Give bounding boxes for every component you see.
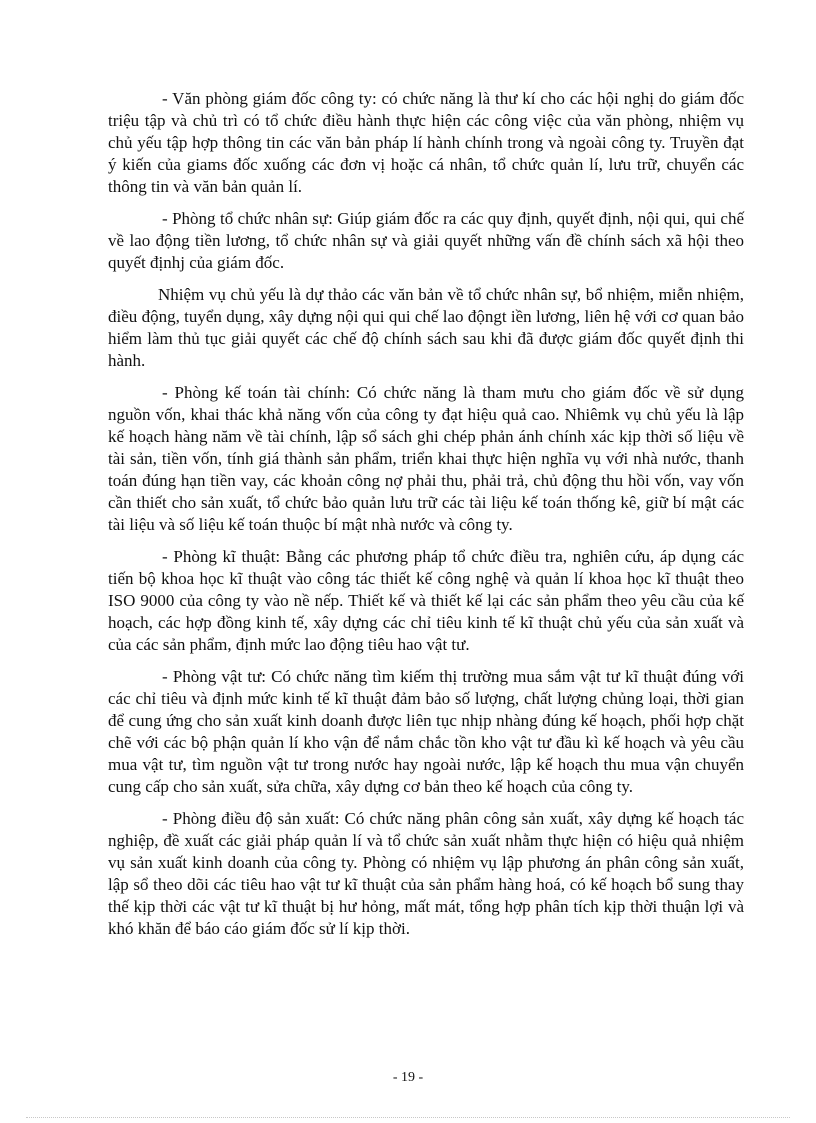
paragraph-nhiem-vu-nhan-su: Nhiệm vụ chủ yếu là dự thảo các văn bản về tổ chức nhân sự, bổ nhiệm, miễn nhiệm, điều động, tuyển dụng, xây dựng nội qui qui chế lao độngt iền lương, liên hệ với cơ quan bảo hiểm làm thủ tục giải quyết các chế độ chính sách sau khi đã được giám đốc quyết định thi hành. (108, 285, 744, 370)
page-number: - 19 - (392, 1070, 424, 1085)
paragraph-phong-ke-toan-tai-chinh: - Phòng kế toán tài chính: Có chức năng là tham mưu cho giám đốc về sử dụng nguồn vốn, khai thác khả năng vốn của công ty đạt hiệu quả cao. Nhiêmk vụ chủ yếu là lập kế hoạch hàng năm về tài chính, lập sổ sách ghi chép phản ánh chính xác kịp thời số liệu về tài sản, tiền vốn, tính giá thành sản phẩm, triển khai thực hiện nghĩa vụ với nhà nước, thanh toán đúng hạn tiền vay, các khoản công nợ phải thu, phải trả, chủ động thu hồi vốn, vay vốn cần thiết cho sản xuất, tổ chức bảo quản lưu trữ các tài liệu kế toán thống kê, giữ bí mật các tài liệu và số liệu kế toán thuộc bí mật nhà nước và công ty. (108, 383, 744, 534)
paragraph-phong-vat-tu: - Phòng vật tư: Có chức năng tìm kiếm thị trường mua sắm vật tư kĩ thuật đúng với các chỉ tiêu và định mức kinh tế kĩ thuật đảm bảo số lượng, chất lượng chủng loại, thời gian để cung ứng cho sản xuất kinh doanh được liên tục nhịp nhàng đúng kế hoạch, phối hợp chặt chẽ với các bộ phận quản lí kho vận để nắm chắc tồn kho vật tư đầu kì kế hoạch và yêu cầu mua vật tư, tìm nguồn vật tư trong nước hay ngoài nước, lập kế hoạch thu mua vận chuyển cung cấp cho sản xuất, sửa chữa, xây dựng cơ bản theo kế hoạch của công ty. (108, 667, 744, 796)
page-body (108, 88, 744, 950)
paragraph-van-phong-giam-doc: - Văn phòng giám đốc công ty: có chức năng là thư kí cho các hội nghị do giám đốc triệu tập và chủ trì có tổ chức điều hành thực hiện các công việc của văn phòng, nhiệm vụ chủ yếu tập hợp thông tin các văn bản pháp lí hành chính trong và ngoài công ty. Truyền đạt ý kiến của giams đốc xuống các đơn vị hoặc cá nhân, tổ chức quản lí, lưu trữ, chuyển các thông tin và văn bản quản lí. (108, 89, 744, 196)
paragraph-phong-dieu-do-san-xuat: - Phòng điều độ sản xuất: Có chức năng phân công sản xuất, xây dựng kế hoạch tác nghiệp, đề xuất các giải pháp quản lí và tổ chức sản xuất nhằm thực hiện có hiệu quả nhiệm vụ sản xuất kinh doanh của công ty. Phòng có nhiệm vụ lập phương án phân công sản xuất, lập sổ theo dõi các tiêu hao vật tư kĩ thuật của sản phẩm hàng hoá, có kế hoạch bổ sung thay thế kịp thời các vật tư kĩ thuật bị hư hỏng, mất mát, tổng hợp phân tích kịp thời thuận lợi và khó khăn để báo cáo giám đốc sử lí kịp thời. (108, 809, 744, 938)
paragraph-phong-to-chuc-nhan-su: - Phòng tổ chức nhân sự: Giúp giám đốc ra các quy định, quyết định, nội qui, qui chế về lao động tiền lương, tổ chức nhân sự và giải quyết những vấn đề chính sách xã hội theo quyết địnhj của giám đốc. (108, 209, 744, 272)
footer-dotted-rule (26, 1117, 790, 1118)
paragraph-phong-ki-thuat: - Phòng kĩ thuật: Bằng các phương pháp tổ chức điều tra, nghiên cứu, áp dụng các tiến bộ khoa học kĩ thuật vào công tác thiết kế công nghệ và quản lí khoa học kĩ thuật theo ISO 9000 của công ty vào nề nếp. Thiết kế và thiết kế lại các sản phẩm theo yêu cầu của kế hoạch, các hợp đồng kinh tế, xây dựng các chỉ tiêu kinh tế kĩ thuật chủ yếu của sản xuất và của các sản phẩm, định mức lao động tiêu hao vật tư. (108, 547, 744, 654)
